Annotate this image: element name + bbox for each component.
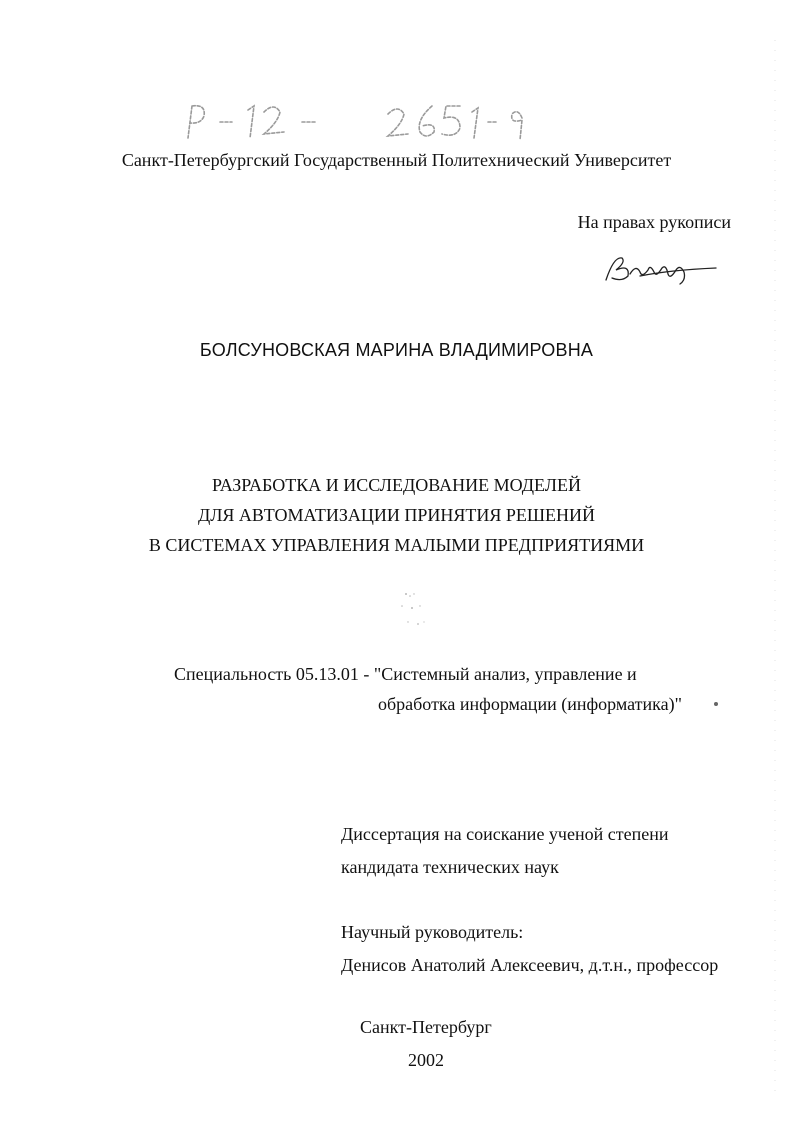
year: 2002: [408, 1050, 444, 1070]
scan-noise-specks: [390, 588, 440, 634]
scan-speck: [714, 702, 718, 706]
university-name: Санкт-Петербургский Государственный Политехнический Университет: [121, 150, 672, 170]
supervisor-label: Научный руководитель:: [341, 922, 524, 942]
dissertation-title: [0, 470, 793, 560]
author-signature: [600, 250, 720, 286]
title-line: ДЛЯ АВТОМАТИЗАЦИИ ПРИНЯТИЯ РЕШЕНИЙ: [197, 505, 596, 525]
author-name: БОЛСУНОВСКАЯ МАРИНА ВЛАДИМИРОВНА: [199, 340, 594, 360]
handwritten-registration-number: [170, 96, 540, 146]
title-line: В СИСТЕМАХ УПРАВЛЕНИЯ МАЛЫМИ ПРЕДПРИЯТИЯМИ: [148, 535, 645, 555]
city: Санкт-Петербург: [360, 1017, 492, 1037]
manuscript-rights-note: На правах рукописи: [577, 212, 731, 232]
degree-line-1: Диссертация на соискание ученой степени: [341, 824, 669, 844]
degree-line-2: кандидата технических наук: [341, 857, 559, 877]
specialty-line-2: обработка информации (информатика)": [378, 694, 682, 714]
scan-edge-artifact: [770, 40, 780, 1100]
specialty-line-1: Специальность 05.13.01 - "Системный анализ, управление и: [174, 664, 637, 684]
supervisor-name: Денисов Анатолий Алексеевич, д.т.н., профессор: [341, 955, 719, 975]
title-line: РАЗРАБОТКА И ИССЛЕДОВАНИЕ МОДЕЛЕЙ: [212, 475, 581, 495]
